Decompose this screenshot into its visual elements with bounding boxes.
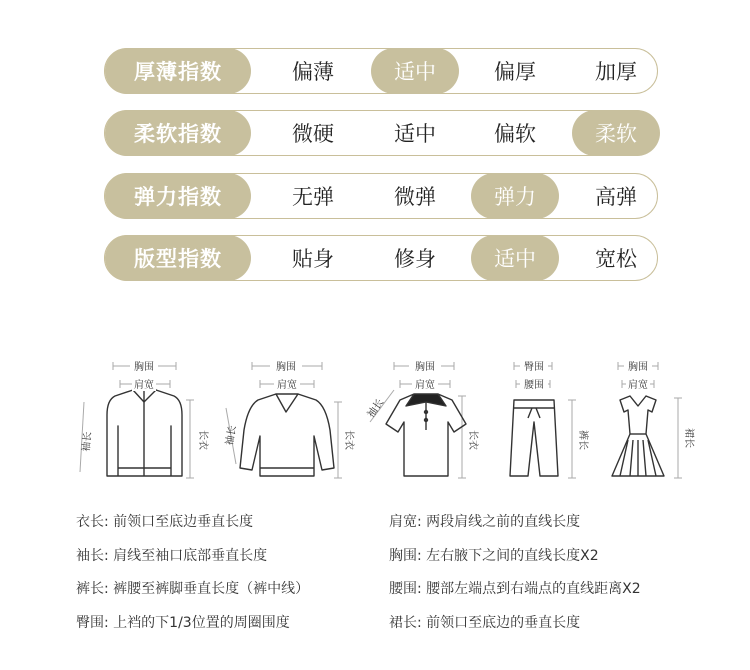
definition-right-3: 腰围: 腰部左端点到右端点的直线距离X2 [389,581,641,597]
definition-left-1: 衣长: 前领口至底边垂直长度 [76,514,254,530]
sweater-shoulder-label: 肩宽 [277,380,297,391]
index-option: 高弹 [595,184,637,209]
index-option-selected: 弹力 [471,173,559,219]
index-option: 微弹 [394,184,436,209]
definition-left-2: 袖长: 肩线至袖口底部垂直长度 [76,548,268,564]
definition-left-3: 裤长: 裤腰至裤脚垂直长度（裤中线） [76,581,310,597]
pants-hip-label: 臀围 [524,362,544,373]
jacket-chest-label: 胸围 [134,362,154,373]
jacket-length-label: 长衣 [197,430,208,450]
index-row-label: 厚薄指数 [105,48,251,94]
index-option-selected: 柔软 [572,110,660,156]
sweater-length-label: 长衣 [343,430,354,450]
polo-shoulder-label: 肩宽 [415,380,435,391]
polo-sleeve-label: 袖长 [365,397,387,420]
index-row [104,110,658,156]
index-row [104,173,658,219]
pants-waist-label: 腰围 [524,380,544,391]
index-option: 修身 [394,246,436,271]
dress-length-label: 裙长 [683,428,694,448]
index-row-label: 柔软指数 [105,110,251,156]
index-option: 偏软 [494,121,536,146]
jacket-sleeve-label: 袖长 [81,431,94,453]
index-option: 适中 [394,121,436,146]
definition-right-2: 胸围: 左右腋下之间的直线长度X2 [389,548,599,564]
index-option: 贴身 [292,246,334,271]
definition-right-4: 裙长: 前领口至底边的垂直长度 [389,615,581,631]
index-row-label: 版型指数 [105,235,251,281]
index-row [104,48,658,94]
definition-left-4: 臀围: 上裆的下1/3位置的周圈围度 [76,615,290,631]
dress-chest-label: 胸围 [628,362,648,373]
sweater-sleeve-label: 袖长 [224,424,239,447]
dress-shoulder-label: 肩宽 [628,380,648,391]
dress-diagram [600,360,695,485]
definition-right-1: 肩宽: 两段肩线之前的直线长度 [389,514,581,530]
polo-diagram [364,360,489,485]
index-option: 宽松 [595,246,637,271]
index-option-selected: 适中 [371,48,459,94]
polo-chest-label: 胸围 [415,362,435,373]
index-option: 微硬 [292,121,334,146]
sweater-diagram [222,360,352,485]
pants-diagram [500,360,590,485]
index-row-label: 弹力指数 [105,173,251,219]
pants-length-label: 裤长 [577,430,588,450]
sweater-chest-label: 胸围 [276,362,296,373]
index-option: 加厚 [595,59,637,84]
polo-length-label: 长衣 [467,430,478,450]
index-option: 偏薄 [292,59,334,84]
jacket-shoulder-label: 肩宽 [134,380,154,391]
index-option: 偏厚 [494,59,536,84]
index-option-selected: 适中 [471,235,559,281]
index-option: 无弹 [292,184,334,209]
index-row [104,235,658,281]
jacket-diagram [78,360,208,485]
